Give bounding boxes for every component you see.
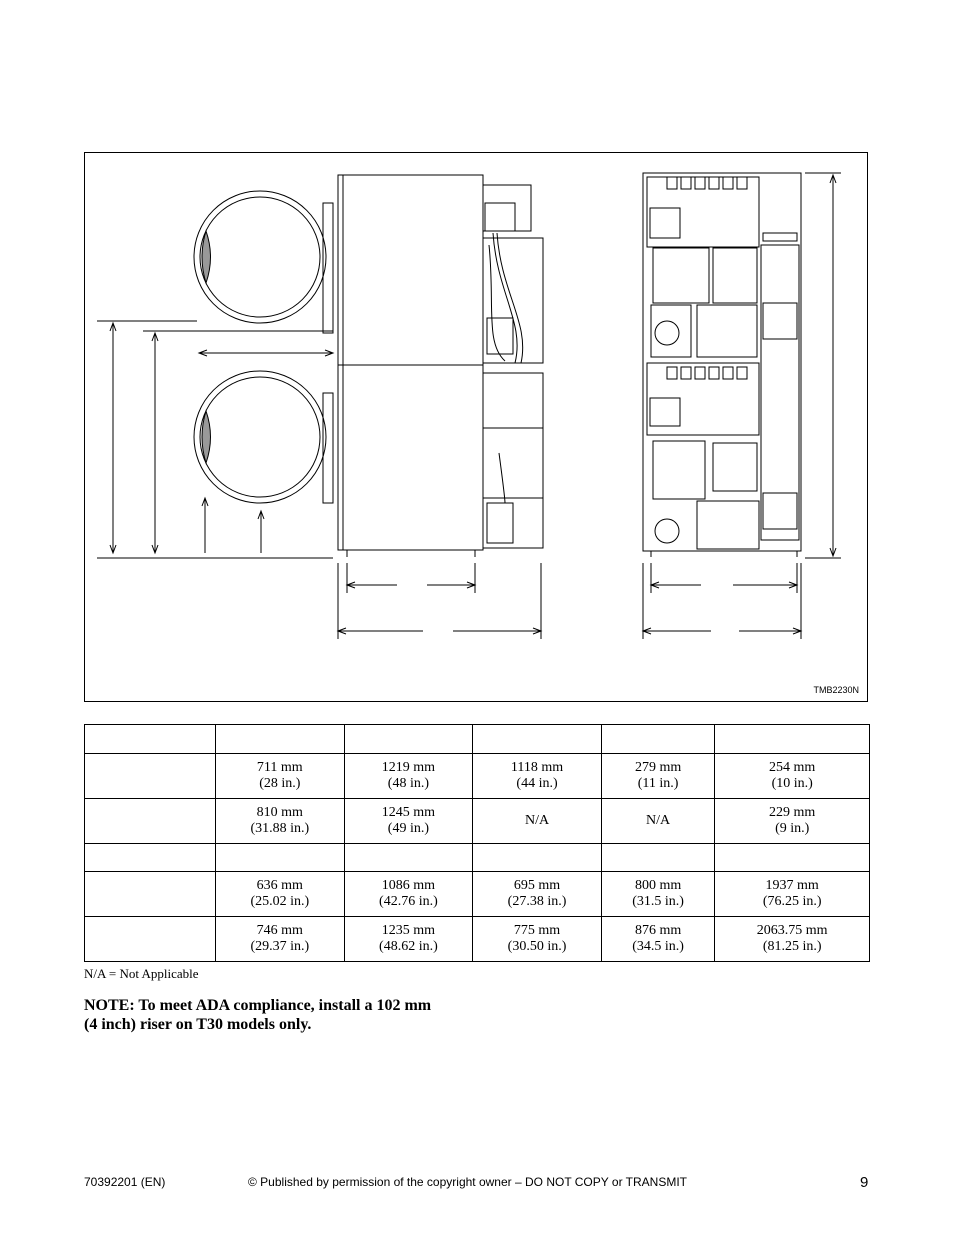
table-row: [85, 872, 870, 917]
cell-in: (42.76 in.): [379, 894, 438, 909]
cell-mm: N/A: [646, 813, 671, 828]
header-cell: [344, 725, 473, 754]
cell-in: (48.62 in.): [379, 939, 438, 954]
table-cell: [216, 844, 345, 872]
side-view: [338, 175, 543, 639]
table-cell: [601, 754, 715, 799]
cell-mm: 711 mm: [256, 760, 303, 775]
row-label: [85, 799, 216, 844]
table-cell: [473, 799, 602, 844]
table-cell: [473, 844, 602, 872]
table-cell: [601, 917, 715, 962]
cell-in: (48 in.): [387, 776, 430, 791]
table-cell: [715, 799, 870, 844]
cell-mm: 279 mm: [634, 760, 682, 775]
table-row: [85, 844, 870, 872]
cell-mm: 1219 mm: [381, 760, 436, 775]
ada-note-line: NOTE: To meet ADA compliance, install a 102 mm: [84, 997, 432, 1014]
ada-note: [84, 996, 504, 1034]
row-label: [85, 754, 216, 799]
table-cell: [344, 754, 473, 799]
cell-in: (31.88 in.): [250, 821, 310, 836]
table-cell: [216, 917, 345, 962]
cell-in: (28 in.): [259, 776, 301, 791]
table-cell: [715, 754, 870, 799]
table-cell: [473, 754, 602, 799]
header-cell: [473, 725, 602, 754]
cell-mm: 1118 mm: [510, 760, 564, 775]
page-number: 9: [860, 1174, 869, 1191]
cell-mm: 800 mm: [634, 878, 682, 893]
header-cell: [601, 725, 715, 754]
table-cell: [216, 872, 345, 917]
cell-mm: N/A: [524, 813, 550, 828]
header-cell: [715, 725, 870, 754]
cell-in: (11 in.): [637, 776, 679, 791]
cell-in: (31.5 in.): [632, 894, 684, 909]
ada-note-line: (4 inch) riser on T30 models only.: [84, 1016, 312, 1033]
rear-view: [643, 173, 841, 639]
table-footnote: N/A = Not Applicable: [84, 966, 199, 981]
cell-in: (10 in.): [771, 776, 813, 791]
table-cell: [715, 917, 870, 962]
header-cell: [216, 725, 345, 754]
front-view: [97, 191, 333, 558]
table-cell: [601, 844, 715, 872]
cell-in: (49 in.): [387, 821, 430, 836]
cell-mm: 775 mm: [513, 923, 561, 938]
table-row: [85, 799, 870, 844]
cell-in: (27.38 in.): [507, 894, 567, 909]
table-row: [85, 754, 870, 799]
table-header-row: [85, 725, 870, 754]
table-cell: [473, 917, 602, 962]
cell-in: (30.50 in.): [507, 939, 567, 954]
cell-in: (34.5 in.): [632, 939, 684, 954]
table-cell: [715, 872, 870, 917]
cell-in: (44 in.): [516, 776, 558, 791]
table-cell: [715, 844, 870, 872]
cell-in: (9 in.): [775, 821, 810, 836]
table-cell: [344, 917, 473, 962]
dryer-drawing: [85, 153, 869, 703]
cell-mm: 636 mm: [256, 878, 303, 893]
cell-mm: 1235 mm: [381, 923, 436, 938]
cell-mm: 254 mm: [769, 760, 816, 775]
cell-in: (25.02 in.): [250, 894, 310, 909]
document-number: 70392201 (EN): [84, 1175, 166, 1189]
table-cell: [216, 754, 345, 799]
table-cell: [344, 799, 473, 844]
cell-mm: 810 mm: [256, 805, 303, 820]
table-row: [85, 917, 870, 962]
table-cell: [344, 872, 473, 917]
cell-in: (76.25 in.): [762, 894, 822, 909]
table-cell: [473, 872, 602, 917]
row-label: [85, 872, 216, 917]
dimension-table: [84, 724, 870, 962]
table-cell: [344, 844, 473, 872]
copyright-notice: © Published by permission of the copyright owner – DO NOT COPY or TRANSMIT: [248, 1175, 688, 1189]
table-cell: [601, 872, 715, 917]
row-label: [85, 917, 216, 962]
table-cell: [216, 799, 345, 844]
dimension-figure: [84, 152, 868, 702]
figure-code: TMB2230N: [813, 685, 859, 695]
cell-mm: 876 mm: [634, 923, 682, 938]
cell-mm: 695 mm: [513, 878, 561, 893]
cell-in: (81.25 in.): [762, 939, 822, 954]
cell-mm: 2063.75 mm: [756, 923, 828, 938]
row-label: [85, 844, 216, 872]
cell-mm: 1086 mm: [381, 878, 436, 893]
cell-mm: 229 mm: [769, 805, 816, 820]
cell-mm: 1245 mm: [381, 805, 436, 820]
header-cell: [85, 725, 216, 754]
cell-mm: 1937 mm: [765, 878, 819, 893]
table-cell: [601, 799, 715, 844]
cell-mm: 746 mm: [256, 923, 303, 938]
cell-in: (29.37 in.): [250, 939, 310, 954]
